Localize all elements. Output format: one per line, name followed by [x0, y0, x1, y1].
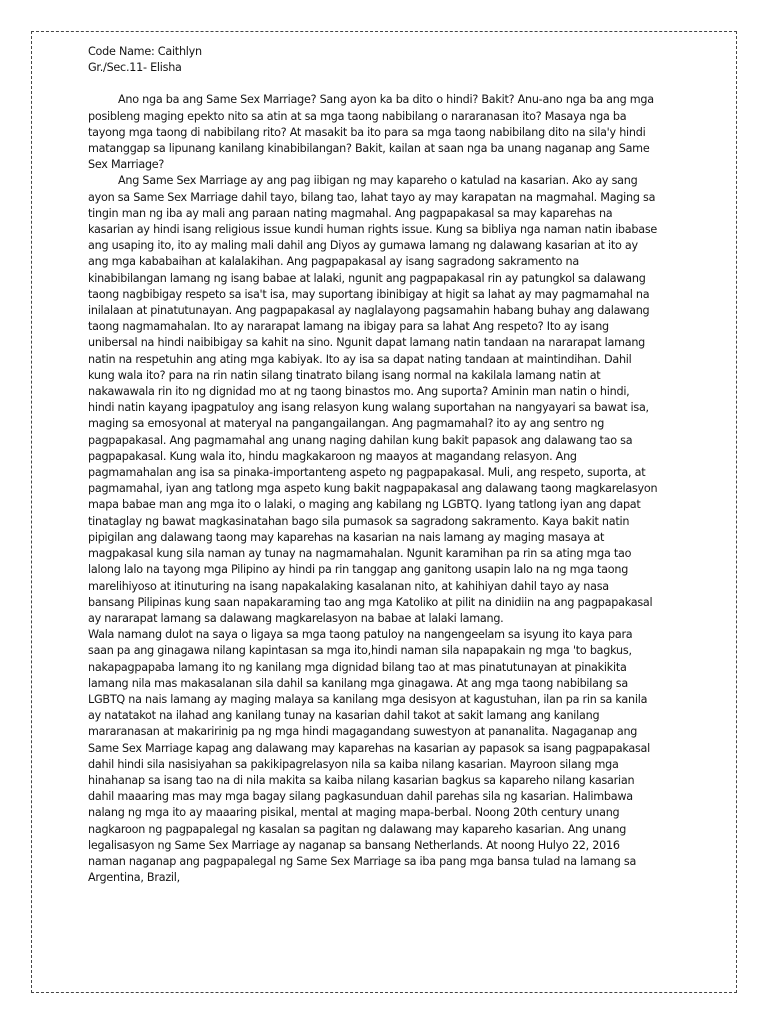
closing-paragraph: Wala namang dulot na saya o ligaya sa mga taong patuloy na nangengeelam sa isyung ito kaya para saan pa ang ginagawa nilang kapintasan sa mga ito,hindi naman sila napapakain ng mga 'to bagkus, nakapagpapaba lamang ito ng kanilang mga dignidad bilang tao at mas pinatutunayan at pinakikita lamang nila mas makasalanan sila dahil sa kanilang mga ginagawa. At ang mga taong nabibilang sa LGBTQ na nais lamang ay maging malaya sa kanilang mga desisyon at kagustuhan, ilan pa rin sa kanila ay natatakot na ilahad ang kanilang tunay na kasarian dahil takot at sakit lamang ang kanilang mararanasan at makaririnig pa ng mga hindi magagandang suwestyon at pananalita. Nagaganap ang Same Sex Marriage kapag ang dalawang may kaparehas na kasarian ay papasok sa isang pagpapakasal dahil hindi sila nasisiyahan sa pakikipagrelasyon nila sa kaiba nilang kasarian. Mayroon silang mga hinahanap sa isang tao na di nila makita sa kaiba nilang kasarian bagkus sa kapareho nilang kasarian dahil maaaring mas may mga bagay silang pagkasunduan dahil parehas sila ng kasarian. Halimbawa nalang ng mga ito ay maaaring pisikal, mental at maging mapa-berbal. Noong 20th century unang nagkaroon ng pagpapalegal ng kasalan sa pagitan ng dalawang may kapareho kasarian. Ang unang legalisasyon ng Same Sex Marriage ay naganap sa bansang Netherlands. At noong Hulyo 22, 2016 naman naganap ang pagpapalegal ng Same Sex Marriage sa iba pang mga bansa tulad na lamang sa Argentina, Brazil, [88, 628, 651, 885]
body-paragraph: Ang Same Sex Marriage ay ang pag iibigan ng may kapareho o katulad na kasarian. Ako ay sang ayon sa Same Sex Marriage dahil tayo, bilang tao, lahat tayo ay may karapatan na magmahal. Maging sa tingin man ng iba ay mali ang paraan nating magmahal. Ang pagpapakasal sa may kaparehas na kasarian ay hindi isang religious issue kundi human rights issue. Kung sa bibliya nga naman natin ibabase ang usaping ito, ito ay maling mali dahil ang Diyos ay gumawa lamang ng dalawang kasarian at ito ay ang mga kababaihan at kalalakihan. Ang pagpapakasal ay isang sagradong sakramento na kinabibilangan lamang ng isang babae at lalaki, ngunit ang pagpapakasal rin ay patungkol sa dalawang taong nagbibigay respeto sa isa't isa, may suportang ibinibigay at higit sa lahat ay may pagmamahal na inilalaan at pinatutunayan. Ang pagpapakasal ay naglalayong pagsamahin habang buhay ang dalawang taong nagmamahalan. Ito ay nararapat lamang na ibigay para sa lahat Ang respeto? Ito ay isang unibersal na hindi naibibigay sa kahit na sino. Ngunit dapat lamang natin tandaan na nararapat lamang natin na respetuhin ang ating mga kabiyak. Ito ay isa sa dapat nating tandaan at maintindihan. Dahil kung wala ito? para na rin natin silang tinatrato bilang isang normal na kakilala lamang natin at nakawawala rin ito ng dignidad mo at ng taong binastos mo. Ang suporta? Aminin man natin o hindi, hindi natin kayang ipagpatuloy ang isang relasyon kung walang suportahan na nangyayari sa bawat isa, maging sa emosyonal at materyal na pangangailangan. Ang pagmamahal? ito ay ang sentro ng pagpapakasal. Ang pagmamahal ang unang naging dahilan kung bakit papasok ang dalawang tao sa pagpapakasal. Kung wala ito, hindu magkakaroon ng maayos at magandang relasyon. Ang pagmamahalan ang isa sa pinaka-importanteng aspeto ng pagpapakasal. Muli, ang respeto, suporta, at pagmamahal, iyan ang tatlong mga aspeto kung bakit nagpapakasal ang dalawang taong magkarelasyon mapa babae man ang mga ito o lalaki, o maging ang kabilang ng LGBTQ. Iyang tatlong iyan ang dapat tinataglay ng bawat magkasinatahan bago sila pumasok sa sagradong sakramento. Kaya bakit natin pipigilan ang dalawang taong may kaparehas na kasarian na nais lamang ay maging masaya at magpakasal kung sila naman ay tunay na nagmamahalan. Ngunit karamihan pa rin sa ating mga tao lalong lalo na tayong mga Pilipino ay hindi pa rin tanggap ang ganitong usapin lalo na ng mga taong marelihiyoso at itinuturing na isang napakalaking kasalanan nito, at kahihiyan dahil tayo ay nasa bansang Pilipinas kung saan napakaraming tao ang mga Katoliko at pilit na dinidiin na ang pagpapakasal ay nararapat lamang sa dalawang magkarelasyon na babae at lalaki lamang. [88, 174, 658, 625]
code-name-line: Code Name: Caithlyn [88, 45, 202, 58]
essay-document [88, 44, 658, 886]
grade-section-line: Gr./Sec.11- Elisha [88, 61, 182, 75]
header-spacer [88, 76, 658, 92]
intro-paragraph: Ano nga ba ang Same Sex Marriage? Sang ayon ka ba dito o hindi? Bakit? Anu-ano nga ba ang mga posibleng maging epekto nito sa atin at sa mga taong nabibilang o nararanasan ito? Masaya nga ba tayong mga taong di nabibilang rito? At masakit ba ito para sa mga taong nabibilang dito na sila'y hindi matanggap sa lipunang kanilang kinabibilangan? Bakit, kailan at saan nga ba unang naganap ang Same Sex Marriage? [88, 93, 654, 172]
